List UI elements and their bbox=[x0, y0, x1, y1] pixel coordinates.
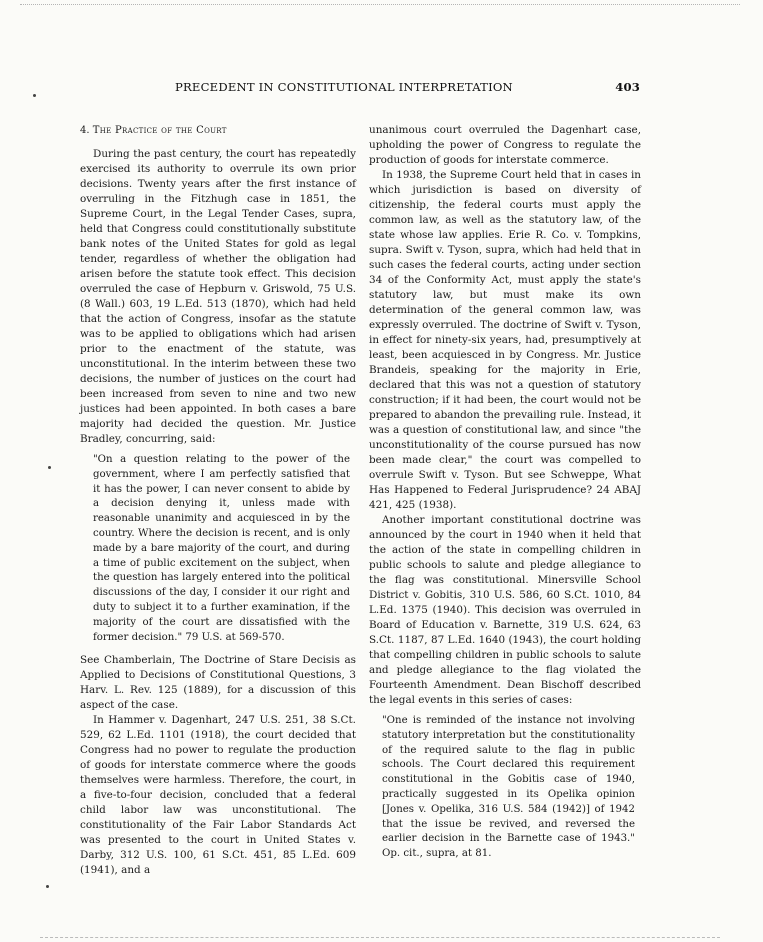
top-edge-dotted-rule bbox=[20, 4, 740, 5]
bottom-edge-rule bbox=[40, 937, 720, 938]
scan-speck bbox=[48, 466, 51, 469]
paragraph-overruling-history: During the past century, the court has repeatedly exercised its authority to overrule its own prior decisions. Twenty years after the first instance of overruling in the Fitzhugh case in 1851, the Supreme Court, in the Legal Tender Cases, supra, held that Congress could constitutionally substitute bank notes of the United States for gold as legal tender, regardless of whether the obligation had arisen before the statute took effect. This decision overruled the case of Hepburn v. Griswold, 75 U.S. (8 Wall.) 603, 19 L.Ed. 513 (1870), which had held that the action of Congress, insofar as the statute was to be applied to obligations which had arisen prior to the enactment of the statute, was unconstitutional. In the interim between these two decisions, the number of justices on the court had been increased from seven to nine and two new justices had been appointed. In both cases a bare majority had decided the question. Mr. Justice Bradley, concurring, said: bbox=[80, 148, 356, 445]
right-column bbox=[369, 123, 641, 870]
section-number: 4. bbox=[80, 125, 90, 136]
paragraph-hammer-dagenhart: In Hammer v. Dagenhart, 247 U.S. 251, 38 S.Ct. 529, 62 L.Ed. 1101 (1918), the court decided that Congress had no power to regulate the production of goods for interstate commerce where the goods themselves were harmless. Therefore, the court, in a five-to-four decision, concluded that a federal child labor law was unconstitutional. The constitutionality of the Fair Labor Standards Act was presented to the court in United States v. Darby, 312 U.S. 100, 61 S.Ct. 451, 85 L.Ed. 609 (1941), and a bbox=[80, 714, 356, 877]
bradley-quote: "On a question relating to the power of the government, where I am perfectly satisfied that it has the power, I can never consent to abide by a decision denying it, unless made with reasonable unanimity and acquiesced in by the country. Where the decision is recent, and is only made by a bare majority of the court, and during a time of public excitement on the subject, when the question has largely entered into the political discussions of the day, I consider it our right and duty to subject it to a further examination, if the majority of the court are dissatisfied with the former decision." 79 U.S. at 569-570. bbox=[93, 454, 350, 643]
scan-speck bbox=[33, 94, 36, 97]
bischoff-quote: "One is reminded of the instance not involving statutory interpretation but the constitutionality of the required salute to the flag in public schools. The Court declared this requirement constitutional in the Gobitis case of 1940, practically suggested in its Opelika opinion [Jones v. Opelika, 316 U.S. 584 (1942)] of 1942 that the issue be revived, and reversed the earlier decision in the Barnette case of 1943." Op. cit., supra, at 81. bbox=[382, 715, 635, 860]
paragraph-erie-swift: In 1938, the Supreme Court held that in cases in which jurisdiction is based on diversity of citizenship, the federal courts must apply the common law, as well as the statutory law, of the state whose law applies. Erie R. Co. v. Tompkins, supra. Swift v. Tyson, supra, which had held that in such cases the federal courts, acting under section 34 of the Conformity Act, must apply the state's statutory law, but must make its own determination of the general common law, was expressly overruled. The doctrine of Swift v. Tyson, in effect for ninety-six years, had, presumptively at least, been acquiesced in by Congress. Mr. Justice Brandeis, speaking for the majority in Erie, declared that this was not a question of statutory construction; if it had been, the court would not be prepared to abandon the prevailing rule. Instead, it was a question of constitutional law, and since "the unconstitutionality of the course pursued has now been made clear," the court was compelled to overrule Swift v. Tyson. But see Schweppe, What Has Happened to Federal Jurisprudence? 24 ABAJ 421, 425 (1938). bbox=[369, 169, 641, 511]
paragraph-dagenhart-continued: unanimous court overruled the Dagenhart case, upholding the power of Congress to regulate the production of goods for interstate commerce. bbox=[369, 124, 641, 166]
scan-speck bbox=[46, 885, 49, 888]
section-title: The Practice of the Court bbox=[92, 125, 227, 136]
page-number: 403 bbox=[615, 80, 640, 94]
left-column bbox=[80, 123, 356, 878]
paragraph-chamberlain-citation: See Chamberlain, The Doctrine of Stare Decisis as Applied to Decisions of Constitutional Questions, 3 Harv. L. Rev. 125 (1889), for a discussion of this aspect of the case. bbox=[80, 654, 356, 712]
paragraph-gobitis-barnette: Another important constitutional doctrine was announced by the court in 1940 when it held that the action of the state in compelling children in public schools to salute and pledge allegiance to the flag was constitutional. Minersville School District v. Gobitis, 310 U.S. 586, 60 S.Ct. 1010, 84 L.Ed. 1375 (1940). This decision was overruled in Board of Education v. Barnette, 319 U.S. 624, 63 S.Ct. 1187, 87 L.Ed. 1640 (1943), the court holding that compelling children in public schools to salute and pledge allegiance to the flag violated the Fourteenth Amendment. Dean Bischoff described the legal events in this series of cases: bbox=[369, 514, 641, 706]
running-title: PRECEDENT IN CONSTITUTIONAL INTERPRETATION bbox=[175, 80, 513, 94]
section-heading bbox=[80, 123, 356, 138]
